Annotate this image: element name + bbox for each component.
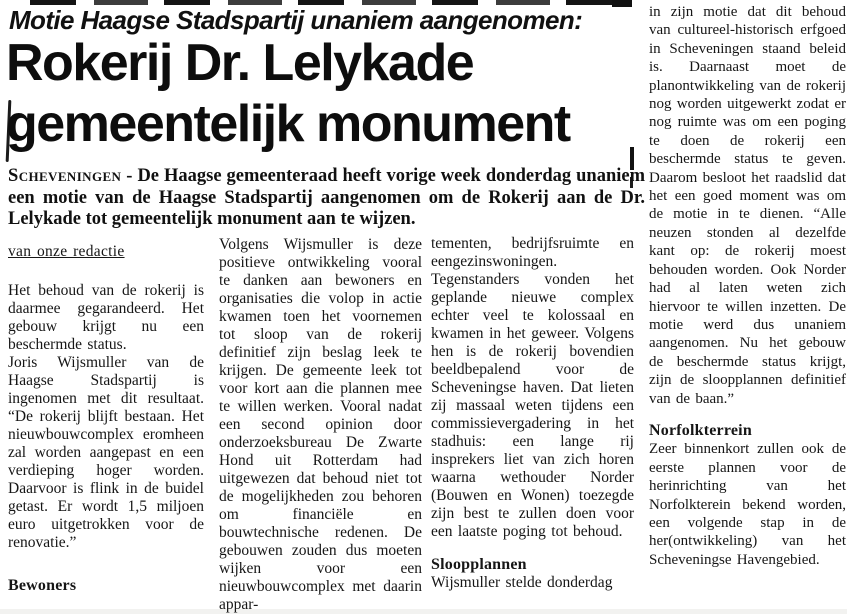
paragraph: Zeer binnenkort zullen ook de eerste plannen voor de herinrichting van het Norfolkterein bekend worden, een volgende stap in de her(ontwikkeling) van het Scheveningse Havengebied. bbox=[649, 441, 846, 568]
paragraph: tementen, bedrijfsruimte en eengezinswoningen. Tegenstanders vonden het geplande nieuwe complex echter veel te kolossaal en kwamen in het geweer. Volgens hen is de rokerij bovendien beeldbepalend voor de Scheveningse haven. Dat lieten zij massaal weten tijdens een commissievergadering in het stadhuis: een lange rij insprekers liet van zich horen waarna wethouder Norder (Bouwen en Wonen) toezegde zijn best te zullen doen voor een laatste poging tot behoud. bbox=[431, 235, 634, 540]
body-column-3 bbox=[431, 235, 634, 592]
subhead-sloopplannen: Sloopplannen bbox=[431, 556, 527, 573]
paragraph: Volgens Wijsmuller is deze positieve ontwikkeling vooral te danken aan bewoners en organisaties die volop in actie kwamen toen het voornemen tot sloop van de rokerij definitief zijn beslag leek te krijgen. De gemeente leek tot voor kort aan die plannen mee te willen werken. Vooral nadat een second opinion door onderzoeksbureau De Zwarte Hond uit Rotterdam had uitgewezen dat behoud niet tot de mogelijkheden zou behoren om financiële en bouwtechnische redenen. De gebouwen zouden dus moeten wijken voor een nieuwbouwcomplex met daarin appar- bbox=[219, 236, 422, 613]
body-column-2 bbox=[219, 236, 422, 614]
dateline: Scheveningen bbox=[8, 166, 122, 186]
main-headline bbox=[6, 33, 646, 155]
lead-paragraph bbox=[8, 166, 645, 231]
paragraph: Wijsmuller stelde donderdag bbox=[431, 574, 613, 591]
subhead-norfolkterrein: Norfolkterrein bbox=[649, 421, 752, 439]
body-column-4 bbox=[649, 3, 846, 569]
main-headline-line2: gemeentelijk monument bbox=[6, 95, 570, 153]
main-headline-line1: Rokerij Dr. Lelykade bbox=[6, 34, 474, 92]
byline: van onze redactie bbox=[8, 243, 125, 260]
paragraph: in zijn motie dat dit behoud van cultureel-historisch erfgoed in Scheveningen staand beleid is. Daarnaast moet de planontwikkeling van de rokerij nog worden uitgewerkt zodat er nog ruimte was om een poging te doen de rokerij een beschermde status te geven. Daarom besloot het raadslid dat het een goed moment was om de motie in te dienen. “Alle neuzen stonden al dezelfde kant op: de rokerij moest behouden worden. Ook Norder had al laten weten zich hiervoor te willen inzetten. De motie werd dus unaniem aangenomen. Nu het gebouw de beschermde status krijgt, zijn de sloopplannen definitief van de baan.” bbox=[649, 4, 846, 407]
paragraph: Het behoud van de rokerij is daarmee gegarandeerd. Het gebouw krijgt nu een beschermde status. bbox=[8, 282, 204, 353]
body-column-1 bbox=[8, 243, 204, 595]
kicker-headline: Motie Haagse Stadspartij unaniem aangenomen: bbox=[9, 5, 583, 35]
subhead-bewoners: Bewoners bbox=[8, 577, 77, 594]
paragraph: Joris Wijsmuller van de Haagse Stadspartij is ingenomen met dit resultaat. “De rokerij blijft bestaan. Het nieuwbouwcomplex eromheen zal worden aangepast en een verdieping hoger worden. Daarvoor is flink in de buidel getast. Er wordt 1,5 miljoen euro uitgetrokken voor de renovatie.” bbox=[8, 354, 204, 551]
lead-text: - De Haagse gemeenteraad heeft vorige week donderdag unaniem een motie van de Haagse Stadspartij aangenomen om de Rokerij aan de Dr. Lelykade tot gemeentelijk monument aan te wijzen. bbox=[8, 166, 645, 229]
